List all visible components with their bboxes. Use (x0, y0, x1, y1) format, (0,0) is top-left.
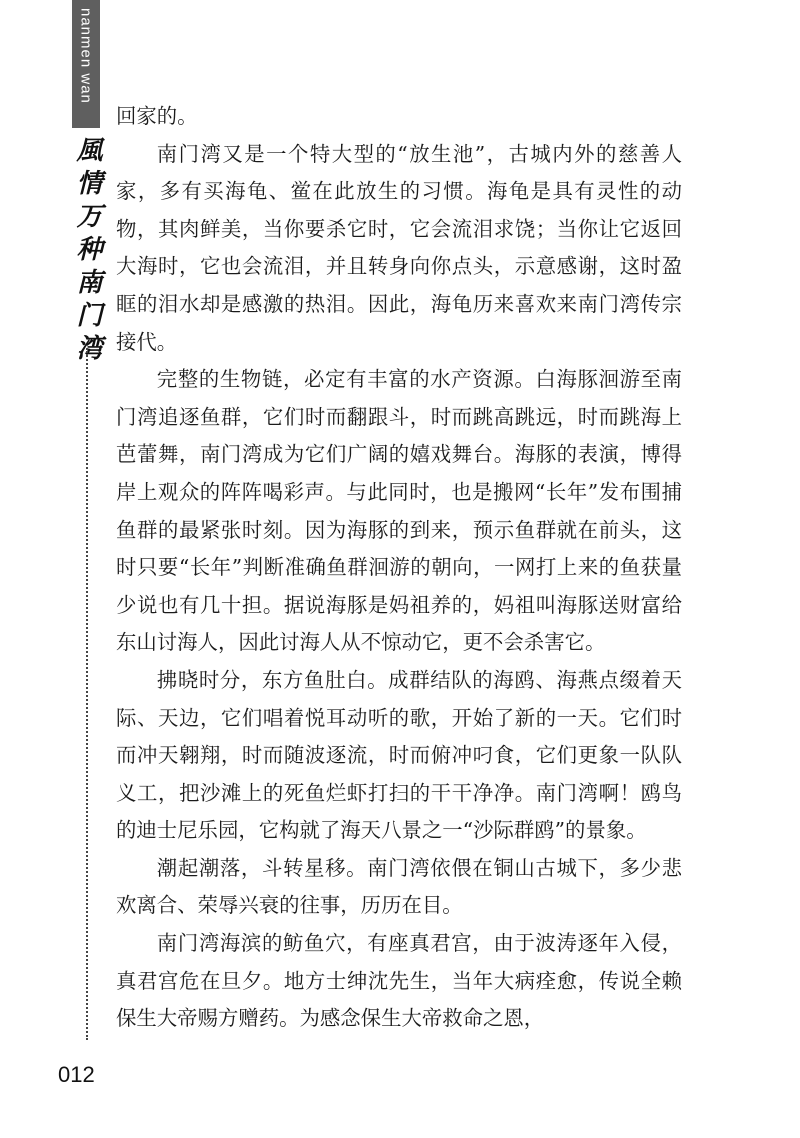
paragraph: 完整的生物链，必定有丰富的水产资源。白海豚洄游至南门湾追逐鱼群，它们时而翻跟斗，时而跳高跳远，时而跳海上芭蕾舞，南门湾成为它们广阔的嬉戏舞台。海豚的表演，博得岸上观众的阵阵喝彩声。与此同时，也是搬网“长年”发布围捕鱼群的最紧张时刻。因为海豚的到来，预示鱼群就在前头，这时只要“长年”判断准确鱼群洄游的朝向，一网打上来的鱼获量少说也有几十担。据说海豚是妈祖养的，妈祖叫海豚送财富给东山讨海人，因此讨海人从不惊动它，更不会杀害它。 (116, 367, 682, 655)
book-title-vertical: 風情万种南门湾 (72, 136, 102, 367)
page-number: 012 (58, 1062, 95, 1087)
book-title-pinyin: nanmen wan (77, 8, 95, 104)
paragraph: 南门湾海滨的鲂鱼穴，有座真君宫，由于波涛逐年入侵，真君宫危在旦夕。地方士绅沈先生，当年大病痊愈，传说全赖保生大帝赐方赠药。为感念保生大帝救命之恩， (116, 931, 682, 1031)
paragraph: 回家的。 (116, 104, 198, 128)
paragraph: 南门湾又是一个特大型的“放生池”，古城内外的慈善人家，多有买海龟、鲎在此放生的习惯。海龟是具有灵性的动物，其肉鲜美，当你要杀它时，它会流泪求饶；当你让它返回大海时，它也会流泪，并且转身向你点头，示意感谢，这时盈眶的泪水却是感激的热泪。因此，海龟历来喜欢来南门湾传宗接代。 (116, 141, 682, 354)
paragraph: 潮起潮落，斗转星移。南门湾依偎在铜山古城下，多少悲欢离合、荣辱兴衰的往事，历历在目。 (116, 855, 682, 918)
paragraph: 拂晓时分，东方鱼肚白。成群结队的海鸥、海燕点缀着天际、天边，它们唱着悦耳动听的歌，开始了新的一天。它们时而冲天翱翔，时而随波逐流，时而俯冲叼食，它们更象一队队义工，把沙滩上的死鱼烂虾打扫的干干净净。南门湾啊！鸥鸟的迪士尼乐园，它构就了海天八景之一“沙际群鸥”的景象。 (116, 667, 682, 843)
body-text (116, 98, 682, 1038)
dotted-divider (86, 348, 88, 1040)
